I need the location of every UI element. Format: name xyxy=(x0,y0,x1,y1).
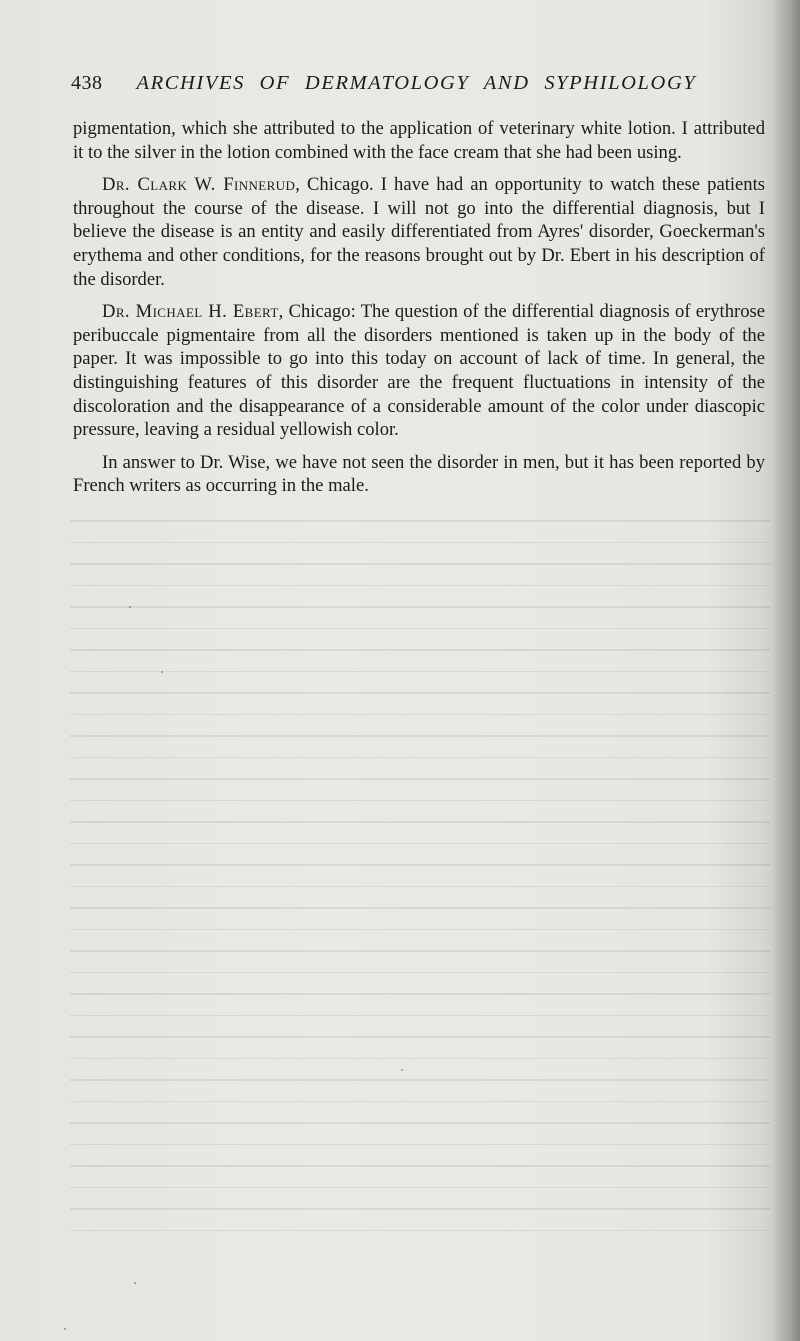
paper-speck xyxy=(401,1069,403,1071)
speaker-location: , Chicago: xyxy=(278,301,361,323)
paper-speck xyxy=(134,1282,136,1284)
speaker-name: Dr. Michael H. Ebert xyxy=(102,301,279,323)
show-through-text xyxy=(70,520,770,1300)
body-text xyxy=(73,117,765,507)
speaker-location: , Chicago. xyxy=(295,174,381,196)
paragraph-continuation xyxy=(73,117,765,164)
page-number: 438 xyxy=(71,72,103,94)
running-title: ARCHIVES OF DERMATOLOGY AND SYPHILOLOGY xyxy=(136,72,697,94)
paragraph-text: The question of the differential diagnosis of erythrose peribuccale pigmentaire from all the disorders mentioned is taken up in the body of the paper. It was impossible to go into this today on account of lack of time. In general, the distinguishing features of this disorder are the frequent fluctuations in intensity of the discoloration and the disappearance of a considerable amount of the color under diascopic pressure, leaving a residual yellowish color. xyxy=(73,301,765,441)
paragraph-answer xyxy=(73,451,765,498)
paper-speck xyxy=(161,671,163,673)
paragraph-text: In answer to Dr. Wise, we have not seen the disorder in men, but it has been reported by French writers as occurring in the male. xyxy=(73,451,765,497)
paper-speck xyxy=(64,1328,66,1330)
paragraph-ebert xyxy=(73,300,765,442)
paragraph-text: I have had an opportunity to watch these patients throughout the course of the disease. I will not go into the differential diagnosis, but I believe the disease is an entity and easily differentiated from Ayres' disorder, Goeckerman's erythema and other conditions, for the reasons brought out by Dr. Ebert in his description of the disorder. xyxy=(73,174,765,290)
paragraph-text: pigmentation, which she attributed to the application of veterinary white lotion. I attributed it to the silver in the lotion combined with the face cream that she had been using. xyxy=(73,118,765,163)
paper-speck xyxy=(129,606,131,608)
page-gutter-shadow xyxy=(772,0,800,1341)
paragraph-finnerud xyxy=(73,173,765,291)
speaker-name: Dr. Clark W. Finnerud xyxy=(102,174,296,196)
page-header xyxy=(71,72,721,102)
